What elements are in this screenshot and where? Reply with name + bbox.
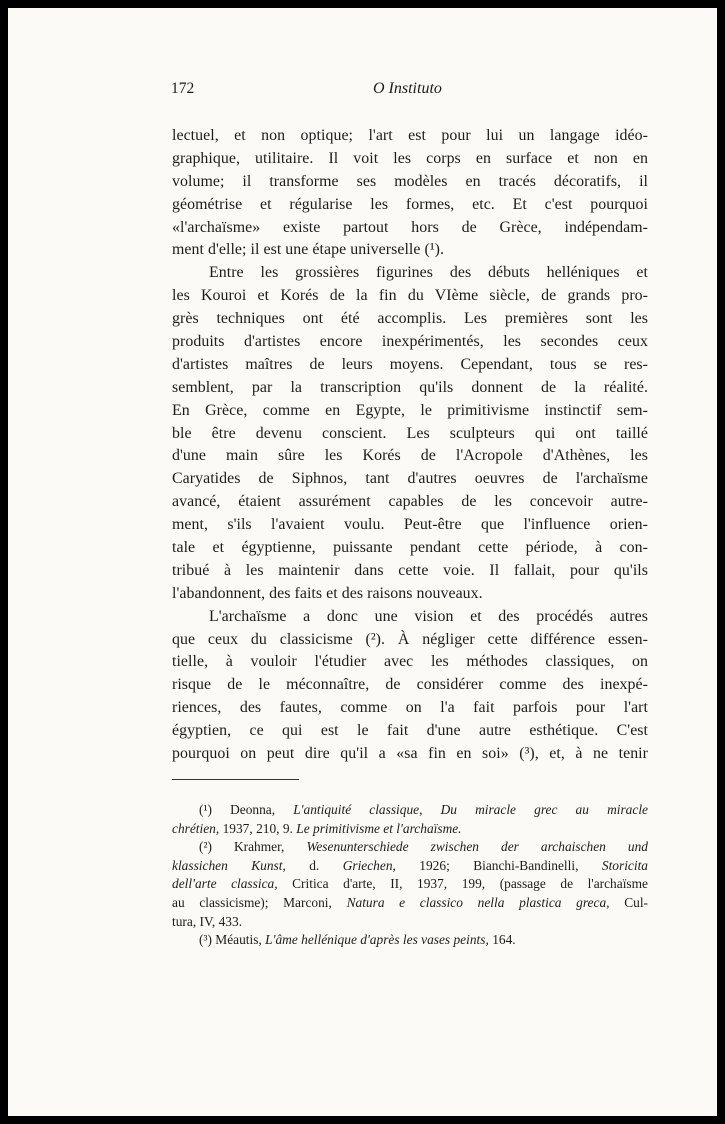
page xyxy=(8,8,717,1116)
text-line: égyptien, ce qui est le fait d'une autre esthétique. C'est xyxy=(172,722,648,740)
footnote-title: chrétien, xyxy=(172,820,220,836)
text-line: volume; il transforme ses modèles en tracés décoratifs, il xyxy=(172,172,648,190)
footnotes xyxy=(172,801,648,950)
text-line: risque de le méconnaître, de considérer comme des inexpé- xyxy=(172,676,648,694)
footnote-title: Griechen, xyxy=(342,857,396,873)
footnote-2-cont: tura, IV, 433. xyxy=(172,913,243,929)
text-line xyxy=(172,743,648,766)
footnote-ref: (²) xyxy=(365,630,381,648)
text-line: géométrise et régularise les formes, etc. Et c'est pourquoi xyxy=(172,195,648,213)
text-line: graphique, utilitaire. Il voit les corps en surface et non en xyxy=(172,149,648,167)
footnote-title: Natura e classico nella plastica greca, xyxy=(346,894,610,910)
text-line: produits d'artistes encore inexpérimentés, les secondes ceux xyxy=(172,333,648,351)
text-segment: , et, à ne tenir xyxy=(534,745,648,763)
footnote-2-cont xyxy=(172,875,648,894)
running-title: O Instituto xyxy=(373,80,442,97)
footnote-3 xyxy=(172,931,648,950)
text-line: tale et égyptienne, puissante pendant cette période, à con- xyxy=(172,539,648,557)
text-line: L'archaïsme a donc une vision et des procédés autres xyxy=(209,607,648,625)
footnote-2 xyxy=(172,838,648,857)
footnote-text: au classicisme); Marconi, xyxy=(172,894,332,910)
footnote-title: klassichen Kunst, xyxy=(172,857,286,873)
text-line: ble être devenu conscient. Les sculpteurs qui ont taillé xyxy=(172,424,648,442)
footnote-1 xyxy=(172,801,648,820)
footnote-separator xyxy=(172,779,299,780)
text-line: tribué à les maintenir dans cette voie. Il fallait, pour qu'ils xyxy=(172,561,648,579)
footnote-text: Cul- xyxy=(624,894,648,910)
footnote-title: L'antiquité classique, Du miracle grec au miracle xyxy=(293,802,648,817)
footnote-title: Le primitivisme et l'archaïsme. xyxy=(296,820,462,836)
text-segment: pourquoi on peut dire qu'il a «sa fin en soi» xyxy=(172,745,509,763)
footnote-marker: (³) xyxy=(199,932,212,948)
footnote-ref: (³) xyxy=(519,745,535,763)
footnote-author: Deonna, xyxy=(230,802,276,817)
text-line: d'artistes maîtres de leurs moyens. Cependant, tous se res- xyxy=(172,355,648,373)
footnote-text: 1937, 210, 9. xyxy=(222,820,293,836)
text-line: grès techniques ont été accomplis. Les premières sont les xyxy=(172,310,648,328)
text-line: lectuel, et non optique; l'art est pour lui un langage idéo- xyxy=(172,127,648,144)
footnote-author: Krahmer, xyxy=(233,839,285,855)
text-line: Entre les grossières figurines des débuts helléniques et xyxy=(209,264,648,282)
footnote-ref: (¹). xyxy=(424,241,445,259)
text-segment: que ceux du classicisme xyxy=(172,630,353,648)
page-number: 172 xyxy=(171,80,195,97)
footnote-text: 1926; Bianchi-Bandinelli, xyxy=(419,857,579,873)
footnote-2-cont xyxy=(172,894,648,913)
text-line: d'une main sûre les Korés de l'Acropole d'Athènes, les xyxy=(172,447,648,465)
footnote-2-cont xyxy=(172,857,648,876)
footnote-title: Storicita xyxy=(601,857,648,873)
text-line: Caryatides de Siphnos, tant d'autres oeuvres de l'archaïsme xyxy=(172,470,648,488)
footnote-title: L'âme hellénique d'après les vases peints, xyxy=(265,932,489,948)
footnote-text: Critica d'arte, II, 1937, 199, (passage de l'archaïsme xyxy=(292,876,648,892)
text-line: tielle, à vouloir l'étudier avec les méthodes classiques, on xyxy=(172,653,648,671)
text-line xyxy=(172,239,648,262)
footnote-author: Méautis, xyxy=(215,932,262,948)
text-line: les Kouroi et Korés de la fin du VIème siècle, de grands pro- xyxy=(172,287,648,305)
footnote-marker: (¹) xyxy=(199,802,212,817)
text-line: semblent, par la transcription qu'ils donnent de la réalité. xyxy=(172,378,648,396)
text-line: En Grèce, comme en Egypte, le primitivisme instinctif sem- xyxy=(172,401,648,419)
footnote-1-cont xyxy=(172,820,648,839)
text-line: «l'archaïsme» existe partout hors de Grèce, indépendam- xyxy=(172,218,648,236)
footnote-text: 164. xyxy=(492,932,516,948)
text-line xyxy=(172,629,648,652)
text-line: riences, des fautes, comme on l'a fait parfois pour l'art xyxy=(172,699,648,717)
footnote-text: d. xyxy=(309,857,320,873)
footnote-marker: (²) xyxy=(199,839,212,855)
text-segment: . À négliger cette différence essen- xyxy=(381,630,648,648)
footnote-title: dell'arte classica, xyxy=(172,876,278,892)
text-line: ment, s'ils l'avaient voulu. Peut-être que l'influence orien- xyxy=(172,516,648,534)
text-line: l'abandonnent, des faits et des raisons nouveaux. xyxy=(172,584,483,602)
text-segment: ment d'elle; il est une étape universelle xyxy=(172,241,421,259)
text-line: avancé, étaient assurément capables de les concevoir autre- xyxy=(172,493,648,511)
body-text xyxy=(172,125,648,766)
footnote-title: Wesenunterschiede zwischen der archaischen und xyxy=(306,839,648,855)
